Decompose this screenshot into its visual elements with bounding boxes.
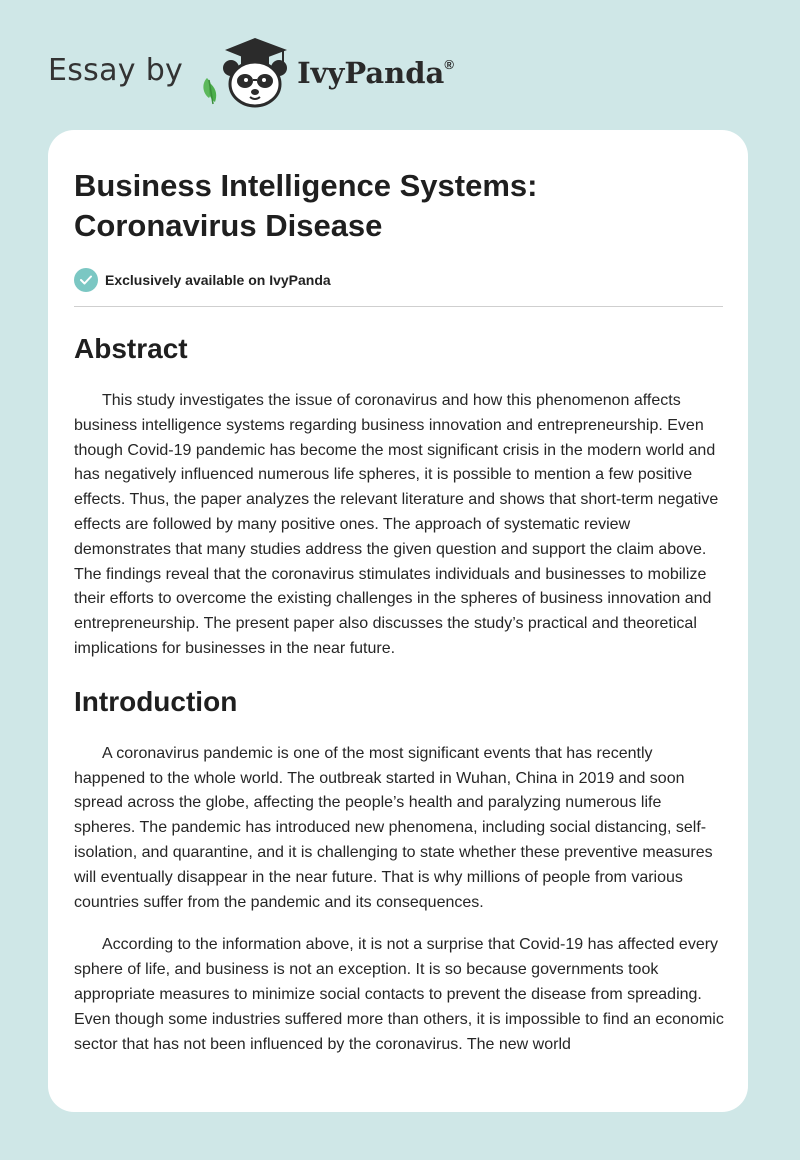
essay-by-label: Essay by bbox=[48, 52, 184, 88]
introduction-paragraph-2: According to the information above, it is not a surprise that Covid-19 has affected every sphere of life, and business is not an exception. It is so because governments took appropriate measures to minimize social contacts to prevent the disease from spreading. Even though some industries suffered more than others, it is impossible to find an economic sector that has not been influenced by the coronavirus. The new world bbox=[74, 936, 724, 1053]
essay-content bbox=[48, 130, 748, 1057]
check-icon bbox=[74, 268, 98, 292]
brand-text: IvyPanda bbox=[297, 56, 445, 90]
introduction-heading: Introduction bbox=[74, 685, 238, 717]
abstract-heading: Abstract bbox=[74, 333, 188, 364]
essay-title: Business Intelligence Systems: Coronavirus Disease bbox=[74, 168, 538, 243]
panda-graduate-icon[interactable] bbox=[197, 34, 293, 110]
essay-card bbox=[48, 130, 748, 1112]
abstract-paragraph: This study investigates the issue of coronavirus and how this phenomenon affects business intelligence systems regarding business innovation and entrepreneurship. Even though Covid-19 pandemic has become the most significant crisis in the modern world and has negatively influenced numerous life spheres, it is possible to mention a few positive effects. Thus, the paper analyzes the relevant literature and shows that short-term negative effects are followed by many positive ones. The approach of systematic review demonstrates that many studies address the given question and support the claim above. The findings reveal that the coronavirus stimulates individuals and businesses to mobilize their efforts to overcome the existing challenges in the spheres of business innovation and entrepreneurship. The present paper also discusses the study’s practical and theoretical implications for businesses in the near future. bbox=[74, 392, 719, 657]
exclusive-label: Exclusively available on IvyPanda bbox=[105, 272, 331, 288]
site-header bbox=[48, 34, 528, 110]
introduction-paragraph-1: A coronavirus pandemic is one of the most significant events that has recently happened to the whole world. The outbreak started in Wuhan, China in 2019 and soon spread across the globe, affecting the people’s health and paralyzing numerous life spheres. The pandemic has introduced new phenomena, including social distancing, self-isolation, and quarantine, and it is challenging to state whether these preventive measures will eventually disappear in the near future. That is why millions of people from various countries suffer from the pandemic and its consequences. bbox=[74, 744, 713, 911]
divider bbox=[74, 306, 723, 307]
registered-mark: ® bbox=[444, 57, 454, 72]
exclusive-badge bbox=[74, 266, 722, 294]
brand-name[interactable] bbox=[297, 56, 454, 90]
leaf-icon bbox=[203, 78, 216, 104]
